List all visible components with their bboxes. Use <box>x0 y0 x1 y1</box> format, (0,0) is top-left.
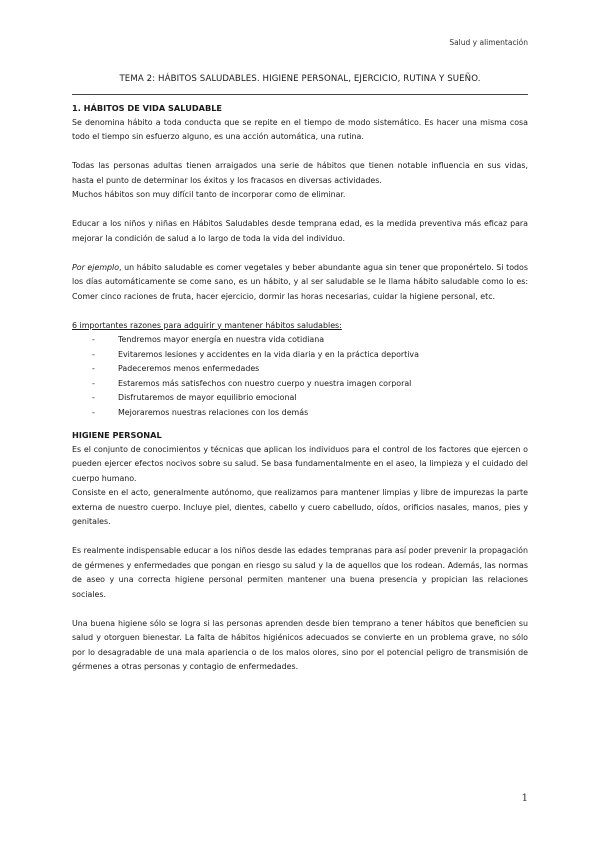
list-item: - Mejoraremos nuestras relaciones con los demás <box>72 406 528 421</box>
example-text: , un hábito saludable es comer vegetales y beber abundante agua sin tener que proponértelo. Si todos los días automáticamente se come sano, es un hábito, y al ser saludable se le llama hábito saludable como lo es: Comer cinco raciones de fruta, hacer ejercicio, dormir las horas necesarias, cuidar la higiene personal, etc. <box>72 262 528 301</box>
page-number: 1 <box>521 793 528 804</box>
list-item: - Disfrutaremos de mayor equilibrio emocional <box>72 391 528 406</box>
paragraph-example <box>72 261 528 305</box>
paragraph: Es el conjunto de conocimientos y técnicas que aplican los individuos para el control de los factores que ejercen o pueden ejercer efectos nocivos sobre su salud. Se basa fundamentalmente en el aseo, la limpieza y el cuidado del cuerpo humano. <box>72 444 528 483</box>
list-item: - Tendremos mayor energía en nuestra vida cotidiana <box>72 333 528 348</box>
list-item: - Estaremos más satisfechos con nuestro cuerpo y nuestra imagen corporal <box>72 377 528 392</box>
reasons-list <box>72 333 528 420</box>
document-title: TEMA 2: HÁBITOS SALUDABLES. HIGIENE PERSONAL, EJERCICIO, RUTINA Y SUEÑO. <box>119 74 481 84</box>
paragraph: Todas las personas adultas tienen arraigados una serie de hábitos que tienen notable influencia en sus vidas, hasta el punto de determinar los éxitos y los fracasos en diversas actividades. <box>72 161 528 185</box>
document-body <box>72 101 528 675</box>
section-heading-higiene: HIGIENE PERSONAL <box>72 430 162 440</box>
list-item: - Padeceremos menos enfermedades <box>72 362 528 377</box>
paragraph: Es realmente indispensable educar a los niños desde las edades tempranas para así poder prevenir la propagación de gérmenes y enfermedades que pongan en riesgo su salud y la de aquellos que los rodean. Además, las normas de aseo y una correcta higiene personal permiten mantener una buena presencia y propician las relaciones sociales. <box>72 546 528 599</box>
section-heading-habitos: 1. HÁBITOS DE VIDA SALUDABLE <box>72 103 223 113</box>
list-item: - Evitaremos lesiones y accidentes en la vida diaria y en la práctica deportiva <box>72 348 528 363</box>
paragraph: Educar a los niños y niñas en Hábitos Saludables desde temprana edad, es la medida preventiva más eficaz para mejorar la condición de salud a lo largo de toda la vida del individuo. <box>72 219 528 243</box>
running-header: Salud y alimentación <box>449 38 528 47</box>
paragraph: Muchos hábitos son muy difícil tanto de incorporar como de eliminar. <box>72 190 346 199</box>
paragraph: Se denomina hábito a toda conducta que se repite en el tiempo de modo sistemático. Es hacer una misma cosa todo el tiempo sin esfuerzo alguno, es una acción automática, una rutina. <box>72 117 528 141</box>
example-emphasis: Por ejemplo <box>72 262 120 272</box>
paragraph: Una buena higiene sólo se logra si las personas aprenden desde bien temprano a tener hábitos que beneficien su salud y otorguen bienestar. La falta de hábitos higiénicos adecuados se convierte en un problema grave, no sólo por lo desagradable de una mala apariencia o de los malos olores, sino por el potencial peligro de transmisión de gérmenes a otras personas y contagio de enfermedades. <box>72 618 528 671</box>
title-divider <box>72 94 528 95</box>
paragraph: Consiste en el acto, generalmente autónomo, que realizamos para mantener limpias y libre de impurezas la parte externa de nuestro cuerpo. Incluye piel, dientes, cabello y cuero cabelludo, oídos, orificios nasales, manos, pies y genitales. <box>72 488 528 526</box>
list-title: 6 importantes razones para adquirir y mantener hábitos saludables: <box>72 320 342 330</box>
